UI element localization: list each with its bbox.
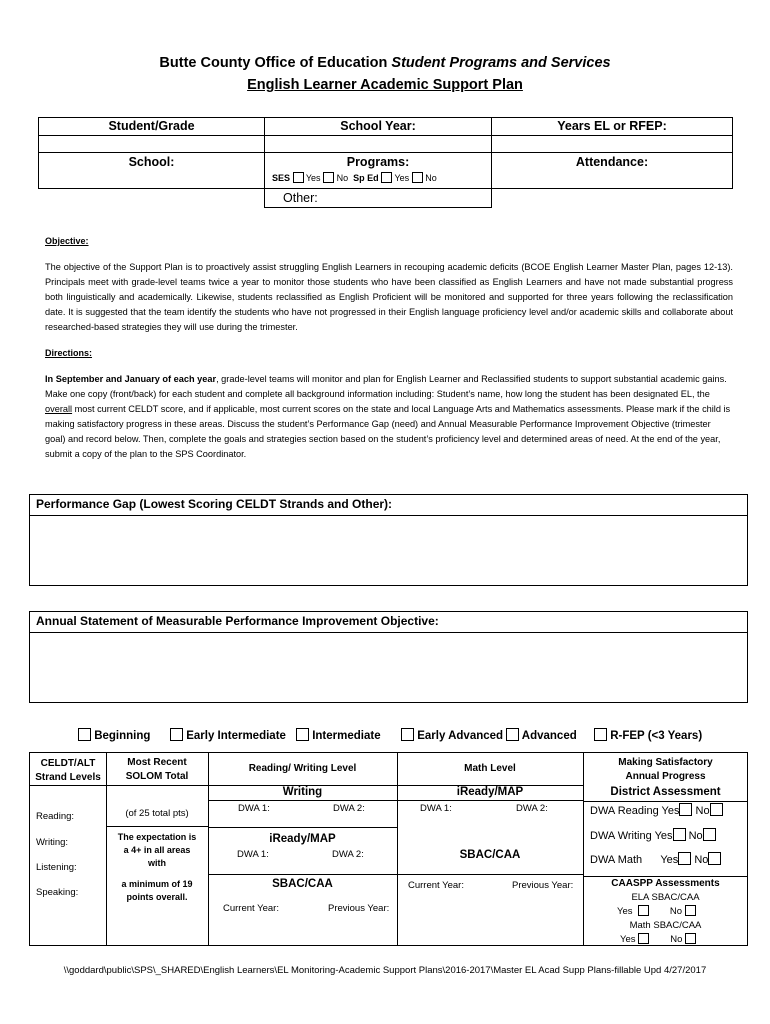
years-el-field[interactable]	[491, 135, 733, 153]
dwa-reading-no-checkbox[interactable]	[710, 803, 723, 816]
grid-line	[583, 801, 748, 802]
directions-underlined: overall	[45, 404, 73, 414]
other-field[interactable]: Other:	[264, 188, 492, 208]
directions-text-1: , grade-level teams will monitor and plan for English Learner and Reclassified students to support substantial academic gains. Make one copy (front/back) for each student and complete all background information including: Student’s name, how long the student has been designated EL, the	[45, 374, 727, 399]
attendance-label: Attendance:	[491, 152, 733, 189]
ela-sbac-row	[617, 905, 696, 917]
dwa-math-no-checkbox[interactable]	[708, 852, 721, 865]
dwa-writing-row	[590, 828, 716, 842]
ses-yes-checkbox[interactable]	[293, 172, 304, 183]
dwa-math-no-label: No	[694, 854, 709, 866]
grid-line	[208, 827, 397, 828]
ses-no-label: No	[336, 173, 349, 183]
student-grade-header: Student/Grade	[38, 117, 265, 136]
dwa-math-yes-checkbox[interactable]	[678, 852, 691, 865]
math-previous-year: Previous Year:	[512, 880, 574, 891]
solom-header-2: SOLOM Total	[125, 771, 189, 782]
reading-iready-label: iReady/MAP	[269, 833, 336, 845]
math-dwa1: DWA 1:	[420, 803, 452, 814]
dwa-writing-no-checkbox[interactable]	[703, 828, 716, 841]
math-caaspp-yes-checkbox[interactable]	[638, 933, 649, 944]
level-early-advanced[interactable]	[401, 728, 503, 742]
grid-line	[208, 800, 583, 801]
strand-listening: Listening:	[36, 862, 77, 873]
rfep-checkbox[interactable]	[594, 728, 607, 741]
directions-text	[45, 372, 733, 462]
reading-current-year: Current Year:	[223, 903, 279, 914]
dwa-writing-label: DWA Writing Yes	[590, 830, 673, 842]
dwa-reading-yes-checkbox[interactable]	[679, 803, 692, 816]
performance-gap-label: Performance Gap (Lowest Scoring CELDT Strands and Other):	[30, 495, 747, 516]
grid-line	[106, 826, 208, 827]
annual-statement-field[interactable]	[30, 633, 747, 701]
ses-no-checkbox[interactable]	[323, 172, 334, 183]
sp-ed-label: Sp Ed	[353, 173, 379, 183]
level-rfep[interactable]	[594, 728, 702, 742]
ela-yes-checkbox[interactable]	[638, 905, 649, 916]
intermediate-checkbox[interactable]	[296, 728, 309, 741]
annual-statement-box	[29, 611, 748, 703]
level-intermediate[interactable]	[296, 728, 381, 742]
sp-ed-yes-label: Yes	[394, 173, 410, 183]
school-year-header: School Year:	[264, 117, 492, 136]
school-label: School:	[38, 152, 265, 189]
directions-lead: In September and January of each year	[45, 374, 217, 384]
sp-ed-no-label: No	[425, 173, 437, 183]
rfep-label: R-FEP (<3 Years)	[610, 730, 703, 742]
solom-header	[106, 756, 208, 784]
footer-path: \\goddard\public\SPS\_SHARED\English Learners\EL Monitoring-Academic Support Plans\2016-2017\Master EL Acad Supp Plans-fillable Upd 4/27/2017	[63, 965, 707, 976]
early-intermediate-checkbox[interactable]	[170, 728, 183, 741]
beginning-label: Beginning	[94, 730, 151, 742]
celdt-header-2: Strand Levels	[35, 772, 101, 783]
student-grade-field[interactable]	[38, 135, 265, 153]
solom-header-1: Most Recent	[127, 757, 187, 768]
objective-text: The objective of the Support Plan is to proactively assist struggling English Learners in recouping academic deficits (BCOE English Learner Master Plan, pages 12-13). Principals meet with grade-level teams twice a year to monitor those students who have been classified as English Learners and have not made substantial progress both linguistically and academically. Likewise, students reclassified as English Proficient will be monitored and supported for three years following the reclassification date. It is suggested that the team identify the students who have not progressed in their English language proficiency level and/or academic skills and collaborate about researched-based strategies they will use during the trimester.	[45, 262, 733, 332]
directions-text-2: most current CELDT score, and if applicable, most current scores on the state and local Language Arts and Mathematics assessments. Please mark if the child is making satisfactory progress in these areas. Discuss the student’s Performance Gap (need) and Annual Measurable Performance Improvement Objective (trimester goal) and record below. Then, complete the goals and strategies section based on the student’s proficiency level and determined areas of need. At the end of the year, submit a copy of the plan to the SPS Coordinator.	[45, 404, 731, 459]
ses-yes-label: Yes	[305, 173, 321, 183]
reading-writing-header: Reading/ Writing Level	[248, 763, 357, 774]
grid-line	[208, 753, 209, 945]
strand-speaking: Speaking:	[36, 887, 79, 898]
strand-writing: Writing:	[36, 837, 69, 848]
ela-no-label: No	[669, 906, 683, 917]
early-advanced-label: Early Advanced	[417, 730, 504, 742]
district-assessment-label: District Assessment	[610, 786, 721, 798]
ela-yes-label: Yes	[617, 906, 633, 917]
grid-line	[583, 876, 748, 877]
performance-gap-field[interactable]	[30, 516, 747, 584]
celdt-header	[30, 757, 106, 785]
years-el-header: Years EL or RFEP:	[491, 117, 733, 136]
level-advanced[interactable]	[506, 728, 577, 742]
programs-label: Programs:	[346, 155, 410, 169]
title-plain: Butte County Office of Education	[159, 55, 392, 71]
level-beginning[interactable]	[78, 728, 150, 742]
progress-header-2: Annual Progress	[625, 771, 706, 782]
strand-reading: Reading:	[36, 811, 75, 822]
solom-minimum	[106, 878, 208, 904]
ela-sbac-label: ELA SBAC/CAA	[631, 892, 700, 903]
math-caaspp-no-checkbox[interactable]	[685, 933, 696, 944]
math-level-header: Math Level	[464, 763, 516, 774]
title-italic: Student Programs and Services	[391, 55, 611, 71]
math-sbac-label: SBAC/CAA	[459, 849, 521, 861]
dwa-reading-label: DWA Reading Yes	[590, 805, 680, 817]
early-advanced-checkbox[interactable]	[401, 728, 414, 741]
celdt-header-1: CELDT/ALT	[40, 758, 96, 769]
reading-dwa2: DWA 2:	[332, 849, 364, 860]
performance-gap-box	[29, 494, 748, 586]
intermediate-label: Intermediate	[312, 730, 381, 742]
dwa-math-row	[590, 852, 721, 866]
document-title	[0, 55, 770, 71]
caaspp-label: CAASPP Assessments	[611, 878, 720, 889]
level-early-intermediate[interactable]	[170, 728, 286, 742]
grid-line	[208, 874, 583, 875]
dwa-math-label: DWA Math	[590, 854, 643, 866]
math-caaspp-no-label: No	[670, 934, 683, 945]
math-sbac-caaspp-label: Math SBAC/CAA	[629, 920, 702, 931]
ela-no-checkbox[interactable]	[685, 905, 696, 916]
directions-heading: Directions:	[45, 348, 93, 358]
dwa-writing-no-label: No	[688, 830, 703, 842]
progress-header	[583, 756, 748, 784]
solom-pts: (of 25 total pts)	[125, 808, 189, 819]
document-subtitle: English Learner Academic Support Plan	[247, 77, 523, 93]
reading-dwa1: DWA 1:	[237, 849, 269, 860]
sp-ed-no-checkbox[interactable]	[412, 172, 423, 183]
progress-header-1: Making Satisfactory	[618, 757, 713, 768]
early-intermediate-label: Early Intermediate	[186, 730, 286, 742]
beginning-checkbox[interactable]	[78, 728, 91, 741]
advanced-checkbox[interactable]	[506, 728, 519, 741]
writing-dwa1: DWA 1:	[238, 803, 270, 814]
solom-min-2: points overall.	[126, 892, 188, 902]
math-sbac-row	[620, 933, 696, 945]
programs-checkboxes	[265, 172, 491, 183]
solom-min-1: a minimum of 19	[121, 879, 193, 889]
math-iready-label: iReady/MAP	[456, 786, 524, 798]
ses-label: SES	[272, 173, 291, 183]
advanced-label: Advanced	[521, 730, 577, 742]
objective-heading: Objective:	[45, 236, 89, 246]
solom-exp-2: a 4+ in all areas	[123, 845, 191, 855]
solom-exp-1: The expectation is	[117, 832, 197, 842]
programs-cell	[264, 152, 492, 189]
assessment-grid	[29, 752, 748, 946]
solom-exp-3: with	[148, 858, 166, 868]
sp-ed-yes-checkbox[interactable]	[381, 172, 392, 183]
math-caaspp-yes-label: Yes	[620, 934, 636, 945]
solom-expectation	[106, 831, 208, 870]
annual-statement-label: Annual Statement of Measurable Performance Improvement Objective:	[30, 612, 747, 633]
school-year-field[interactable]	[264, 135, 492, 153]
dwa-reading-no-label: No	[695, 805, 710, 817]
writing-label: Writing	[282, 786, 323, 798]
dwa-math-yes-label: Yes	[660, 854, 679, 866]
reading-previous-year: Previous Year:	[328, 903, 390, 914]
dwa-writing-yes-checkbox[interactable]	[673, 828, 686, 841]
dwa-reading-row	[590, 803, 723, 817]
writing-dwa2: DWA 2:	[333, 803, 365, 814]
math-dwa2: DWA 2:	[516, 803, 548, 814]
math-current-year: Current Year:	[408, 880, 464, 891]
reading-sbac-label: SBAC/CAA	[272, 878, 333, 890]
